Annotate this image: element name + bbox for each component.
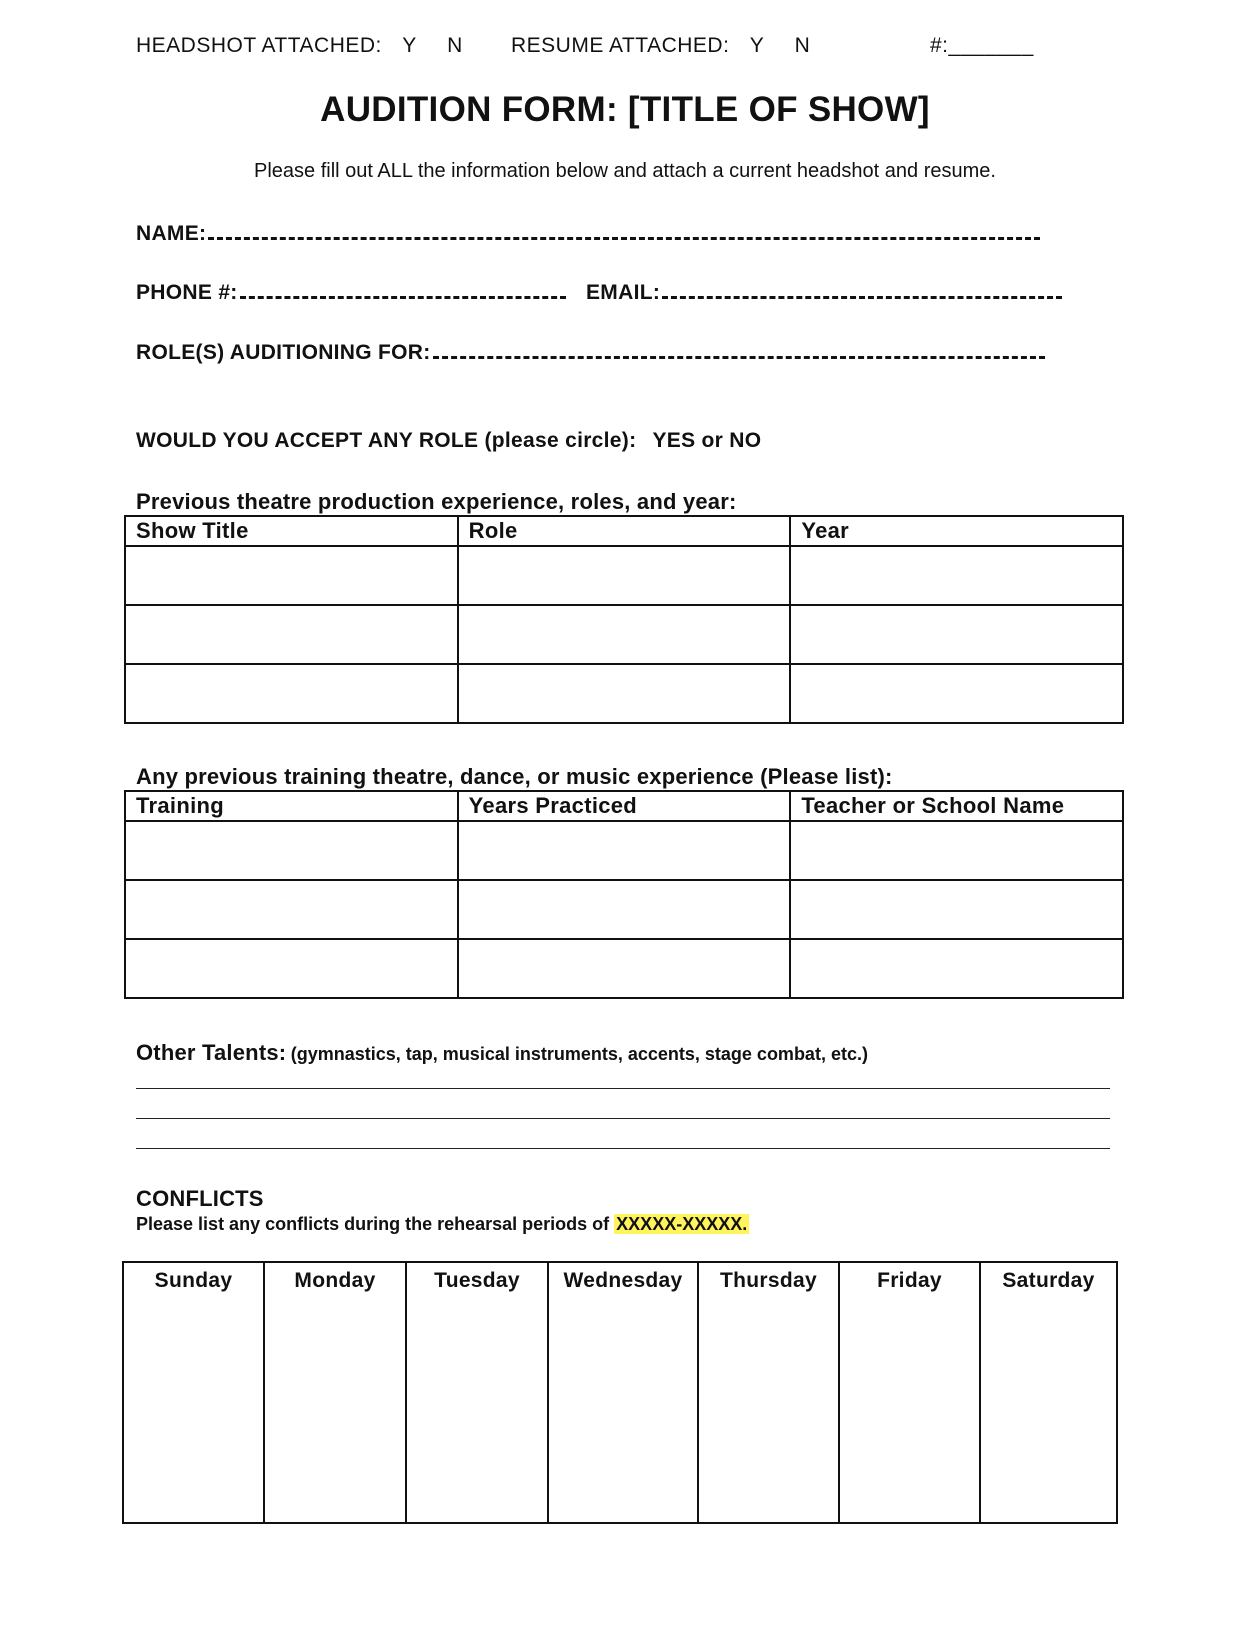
conflicts-instruction-row: [136, 1214, 749, 1235]
table-cell[interactable]: [458, 664, 791, 723]
table-cell[interactable]: [790, 821, 1123, 880]
training-table: [124, 790, 1124, 999]
table-cell[interactable]: [790, 546, 1123, 605]
table-row: [125, 821, 1123, 880]
phone-blank[interactable]: [240, 296, 566, 299]
form-instructions: Please fill out ALL the information below and attach a current headshot and resume.: [254, 160, 996, 182]
experience-table: [124, 515, 1124, 724]
phone-row: [136, 281, 566, 305]
resume-attached-label: RESUME ATTACHED:: [511, 34, 730, 57]
table-cell[interactable]: [790, 664, 1123, 723]
training-col-years-practiced: Years Practiced: [458, 791, 791, 821]
rehearsal-period: XXXXX-XXXXX.: [616, 1214, 748, 1234]
conflicts-calendar: [122, 1261, 1118, 1524]
training-header-row: [125, 791, 1123, 821]
resume-no-option[interactable]: N: [794, 34, 811, 57]
table-row: [125, 605, 1123, 664]
table-cell[interactable]: [125, 605, 458, 664]
talents-label: Other Talents:: [136, 1040, 287, 1065]
table-cell[interactable]: [458, 939, 791, 998]
table-row: [125, 939, 1123, 998]
table-cell[interactable]: [125, 939, 458, 998]
talents-note: (gymnastics, tap, musical instruments, accents, stage combat, etc.): [290, 1044, 868, 1064]
training-col-training: Training: [125, 791, 458, 821]
experience-col-role: Role: [458, 516, 791, 546]
table-row: [125, 664, 1123, 723]
table-cell[interactable]: [458, 821, 791, 880]
headshot-attached-label: HEADSHOT ATTACHED:: [136, 34, 382, 57]
name-blank[interactable]: [208, 237, 1040, 240]
experience-header-row: [125, 516, 1123, 546]
headshot-yes-option[interactable]: Y: [402, 34, 417, 57]
conflicts-instruction: Please list any conflicts during the rehearsal periods of: [136, 1214, 610, 1234]
roles-blank[interactable]: [433, 356, 1045, 359]
table-cell[interactable]: [125, 821, 458, 880]
accept-role-options[interactable]: YES or NO: [652, 429, 762, 452]
email-row: [586, 281, 1062, 305]
table-cell[interactable]: [125, 546, 458, 605]
day-sunday[interactable]: Sunday: [123, 1262, 264, 1523]
form-title: AUDITION FORM: [TITLE OF SHOW]: [320, 90, 930, 129]
email-label: EMAIL:: [586, 281, 661, 304]
talents-line-2[interactable]: [136, 1118, 1110, 1119]
table-row: [125, 880, 1123, 939]
talents-row: [136, 1040, 868, 1066]
table-cell[interactable]: [458, 546, 791, 605]
conflicts-heading: CONFLICTS: [136, 1186, 264, 1211]
table-row: [125, 546, 1123, 605]
experience-heading: Previous theatre production experience, roles, and year:: [136, 489, 737, 514]
training-col-teacher-or-school: Teacher or School Name: [790, 791, 1123, 821]
table-cell[interactable]: [790, 939, 1123, 998]
headshot-no-option[interactable]: N: [447, 34, 463, 57]
training-heading: Any previous training theatre, dance, or music experience (Please list):: [136, 764, 893, 789]
email-blank[interactable]: [662, 296, 1062, 299]
talents-line-3[interactable]: [136, 1148, 1110, 1149]
accept-role-question: WOULD YOU ACCEPT ANY ROLE (please circle):: [136, 429, 637, 452]
accept-role-row: [136, 429, 761, 453]
table-cell[interactable]: [125, 880, 458, 939]
phone-label: PHONE #:: [136, 281, 238, 304]
day-monday[interactable]: Monday: [264, 1262, 406, 1523]
table-cell[interactable]: [125, 664, 458, 723]
resume-attached-row: [511, 34, 810, 58]
table-cell[interactable]: [790, 605, 1123, 664]
day-thursday[interactable]: Thursday: [698, 1262, 839, 1523]
headshot-attached-row: [136, 34, 463, 58]
day-tuesday[interactable]: Tuesday: [406, 1262, 548, 1523]
calendar-row: [123, 1262, 1117, 1523]
day-friday[interactable]: Friday: [839, 1262, 980, 1523]
table-cell[interactable]: [458, 880, 791, 939]
experience-col-year: Year: [790, 516, 1123, 546]
experience-col-show-title: Show Title: [125, 516, 458, 546]
day-saturday[interactable]: Saturday: [980, 1262, 1117, 1523]
roles-row: [136, 341, 1045, 365]
table-cell[interactable]: [790, 880, 1123, 939]
roles-label: ROLE(S) AUDITIONING FOR:: [136, 341, 431, 364]
name-row: [136, 222, 1040, 246]
day-wednesday[interactable]: Wednesday: [548, 1262, 698, 1523]
name-label: NAME:: [136, 222, 207, 245]
table-cell[interactable]: [458, 605, 791, 664]
form-number-field[interactable]: #:_______: [930, 34, 1034, 57]
talents-line-1[interactable]: [136, 1088, 1110, 1089]
resume-yes-option[interactable]: Y: [749, 34, 765, 57]
